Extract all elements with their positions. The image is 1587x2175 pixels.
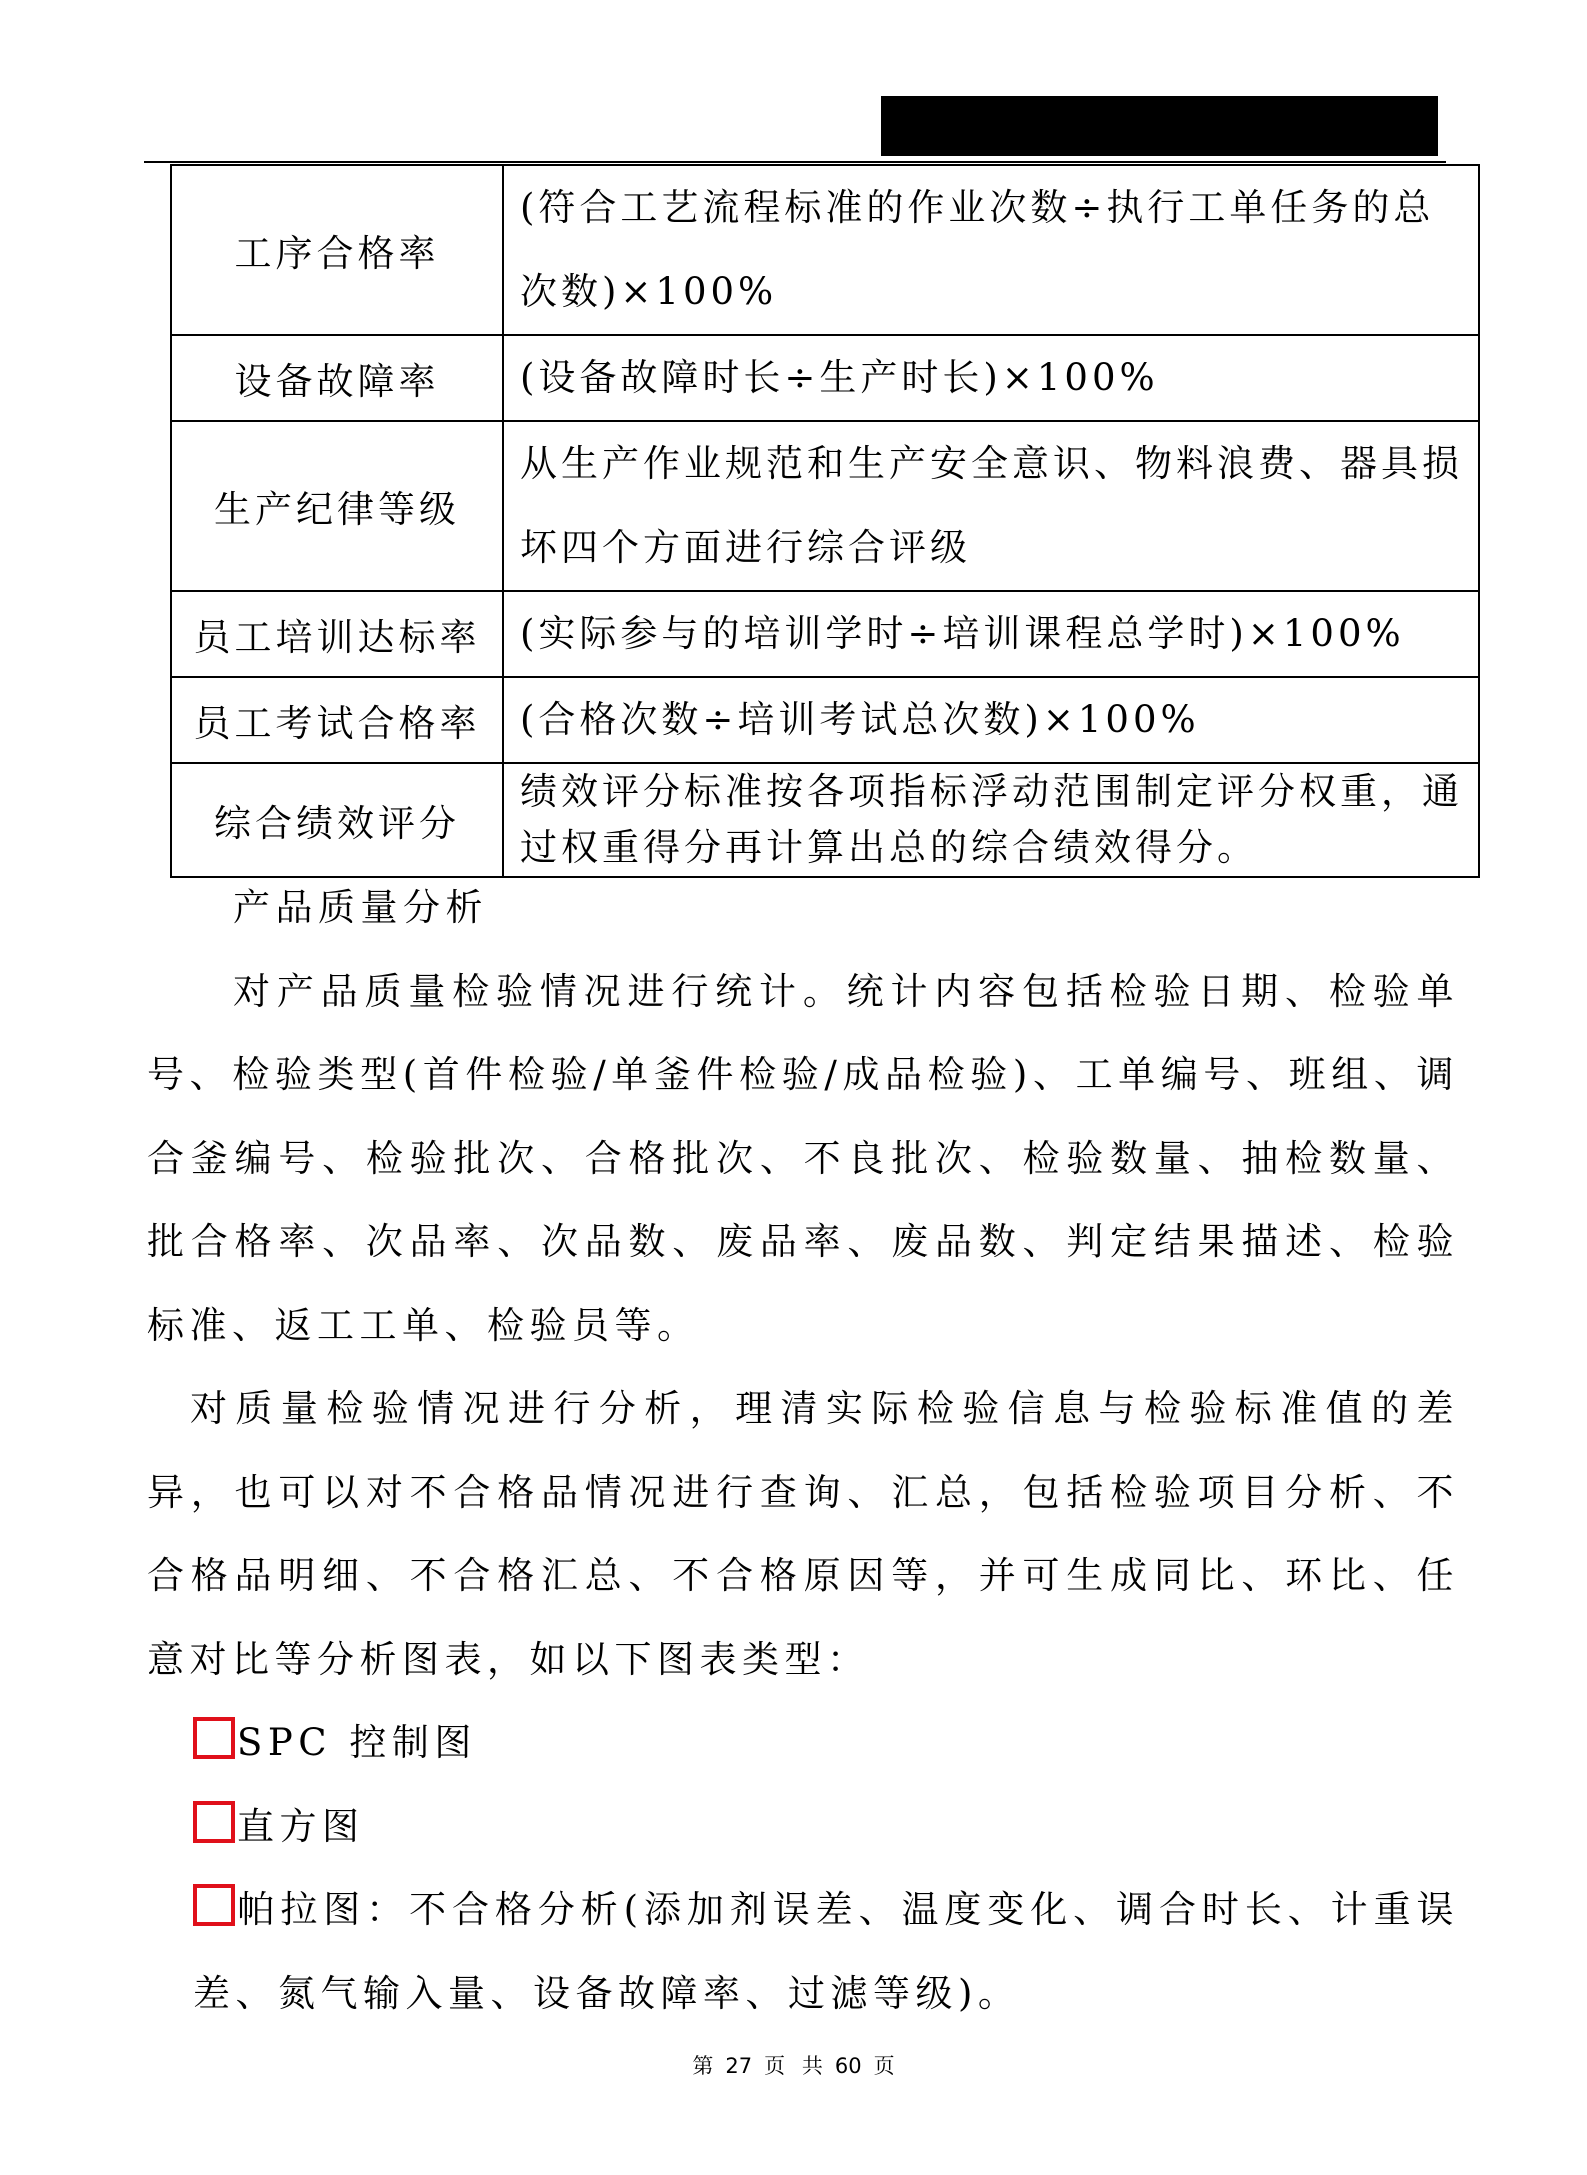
chart-type-label: 直方图 — [237, 1804, 365, 1848]
metric-formula: 绩效评分标准按各项指标浮动范围制定评分权重，通过权重得分再计算出总的综合绩效得分。 — [503, 763, 1479, 877]
redacted-header-block — [881, 96, 1438, 156]
checkbox-icon[interactable] — [193, 1884, 235, 1926]
paragraph-statistics: 对产品质量检验情况进行统计。统计内容包括检验日期、检验单号、检验类型(首件检验/单釜件检验/成品检验)、工单编号、班组、调合釜编号、检验批次、合格批次、不良批次、检验数量、抽检数量、批合格率、次品率、次品数、废品率、废品数、判定结果描述、检验标准、返工工单、检验员等。 — [147, 969, 1459, 1347]
metric-name: 生产纪律等级 — [171, 421, 503, 591]
table-row — [171, 335, 1479, 421]
metric-formula: (符合工艺流程标准的作业次数÷执行工单任务的总次数)×100% — [503, 165, 1479, 335]
metric-name: 工序合格率 — [171, 165, 503, 335]
metric-formula: 从生产作业规范和生产安全意识、物料浪费、器具损坏四个方面进行综合评级 — [503, 421, 1479, 591]
footer-suffix: 页 — [873, 2054, 895, 2078]
table-row — [171, 421, 1479, 591]
paragraph-analysis: 对质量检验情况进行分析，理清实际检验信息与检验标准值的差异，也可以对不合格品情况进行查询、汇总，包括检验项目分析、不合格品明细、不合格汇总、不合格原因等，并可生成同比、环比、任意对比等分析图表，如以下图表类型： — [147, 1387, 1459, 1681]
current-page: 27 — [725, 2054, 753, 2078]
chart-type-label: 帕拉图：不合格分析(添加剂误差、温度变化、调合时长、计重误差、氮气输入量、设备故障率、过滤等级)。 — [193, 1888, 1459, 2015]
total-pages: 60 — [834, 2054, 862, 2078]
chart-type-label: SPC 控制图 — [237, 1721, 477, 1764]
footer-middle: 页 共 — [764, 2054, 823, 2078]
metric-name: 综合绩效评分 — [171, 763, 503, 877]
metric-formula: (实际参与的培训学时÷培训课程总学时)×100% — [503, 591, 1479, 677]
checkbox-icon[interactable] — [193, 1717, 235, 1759]
section-body — [147, 866, 1459, 2035]
metric-name: 设备故障率 — [171, 335, 503, 421]
metric-name: 员工考试合格率 — [171, 677, 503, 763]
footer-prefix: 第 — [692, 2054, 714, 2078]
metric-formula: (合格次数÷培训考试总次数)×100% — [503, 677, 1479, 763]
chart-type-item — [147, 1868, 1459, 2035]
chart-type-item — [147, 1785, 1459, 1869]
checkbox-icon[interactable] — [193, 1801, 235, 1843]
metric-formula: (设备故障时长÷生产时长)×100% — [503, 335, 1479, 421]
metrics-table — [170, 164, 1480, 878]
table-row — [171, 165, 1479, 335]
table-row — [171, 677, 1479, 763]
metric-name: 员工培训达标率 — [171, 591, 503, 677]
chart-type-item — [147, 1701, 1459, 1785]
table-row — [171, 763, 1479, 877]
section-heading: 产品质量分析 — [233, 886, 488, 929]
table-row — [171, 591, 1479, 677]
page-footer — [0, 2050, 1587, 2080]
header-divider — [144, 161, 1446, 163]
